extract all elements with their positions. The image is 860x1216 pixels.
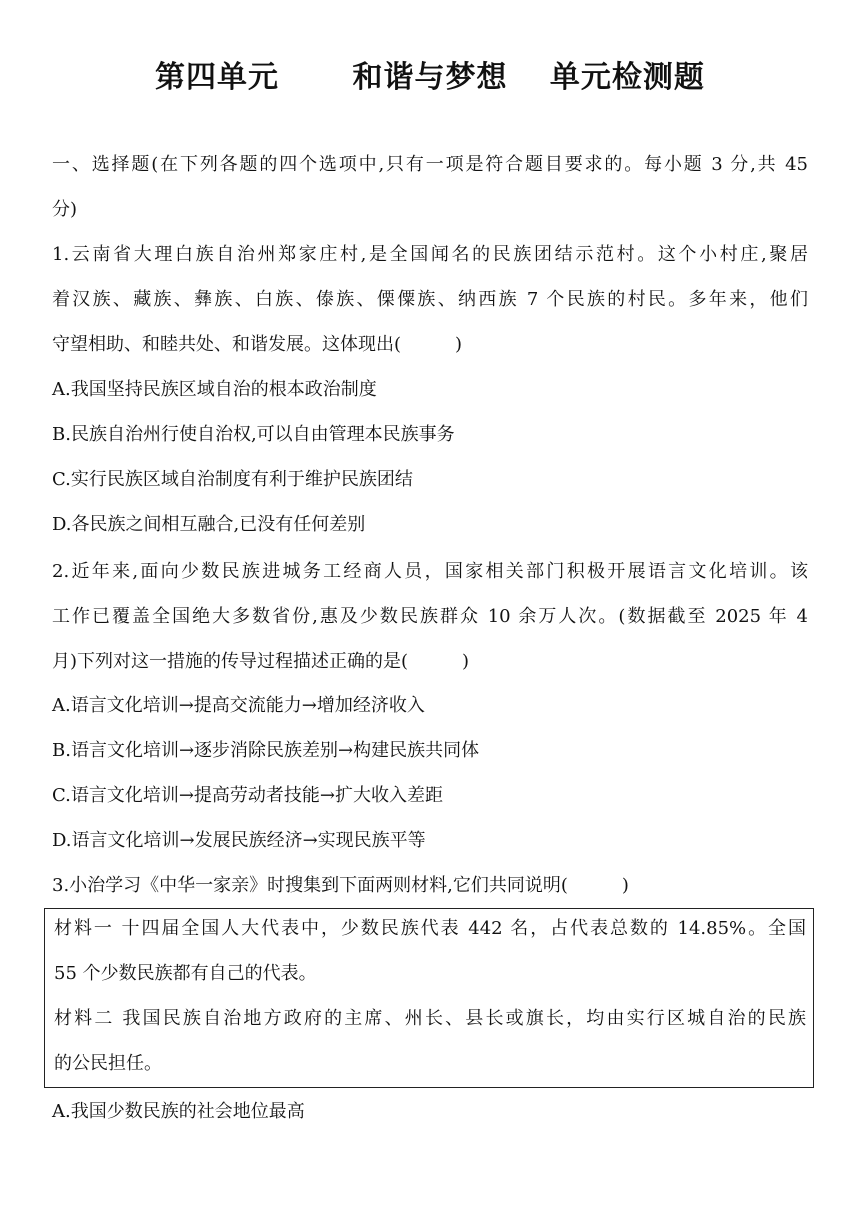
q2-option-a: A.语言文化培训→提高交流能力→增加经济收入 [52,695,425,716]
q1-stem-line: 1.云南省大理白族自治州郑家庄村,是全国闻名的民族团结示范村。这个小村庄,聚居 [52,244,808,265]
q1-option-b: B.民族自治州行使自治权,可以自由管理本民族事务 [52,424,455,445]
q1-stem-line: 着汉族、藏族、彝族、白族、傣族、傈僳族、纳西族 7 个民族的村民。多年来，他们 [52,289,808,310]
q1-option-d: D.各民族之间相互融合,已没有任何差别 [52,514,366,535]
q1-option-a: A.我国坚持民族区域自治的根本政治制度 [52,379,377,400]
q1-option-c: C.实行民族区域自治制度有利于维护民族团结 [52,469,413,490]
material-line: 55 个少数民族都有自己的代表。 [54,963,317,984]
q3-option-a: A.我国少数民族的社会地位最高 [52,1101,305,1122]
section-heading: 一、选择题(在下列各题的四个选项中,只有一项是符合题目要求的。每小题 3 分,共 45 [52,154,808,175]
q2-stem-line: 工作已覆盖全国绝大多数省份,惠及少数民族群众 10 余万人次。(数据截至 2025 年 4 [52,606,808,627]
material-box [44,908,814,1088]
material-line: 材料二 我国民族自治地方政府的主席、州长、县长或旗长，均由实行区城自治的民族 [54,1008,806,1029]
q2-option-d: D.语言文化培训→发展民族经济→实现民族平等 [52,830,426,851]
q2-stem-line: 2.近年来,面向少数民族进城务工经商人员，国家相关部门积极开展语言文化培训。该 [52,561,808,582]
page-title: 第四单元 和谐与梦想 单元检测题 [155,60,705,95]
q3-stem-line: 3.小治学习《中华一家亲》时搜集到下面两则材料,它们共同说明( ) [52,875,629,896]
q1-stem-line: 守望相助、和睦共处、和谐发展。这体现出( ) [52,334,463,355]
material-line: 材料一 十四届全国人大代表中，少数民族代表 442 名，占代表总数的 14.85%。全国 [54,918,806,939]
q2-stem-line: 月)下列对这一措施的传导过程描述正确的是( ) [52,651,470,672]
material-line: 的公民担任。 [54,1053,162,1074]
q2-option-b: B.语言文化培训→逐步消除民族差别→构建民族共同体 [52,740,480,761]
q2-option-c: C.语言文化培训→提高劳动者技能→扩大收入差距 [52,785,444,806]
section-heading-cont: 分) [52,199,78,220]
